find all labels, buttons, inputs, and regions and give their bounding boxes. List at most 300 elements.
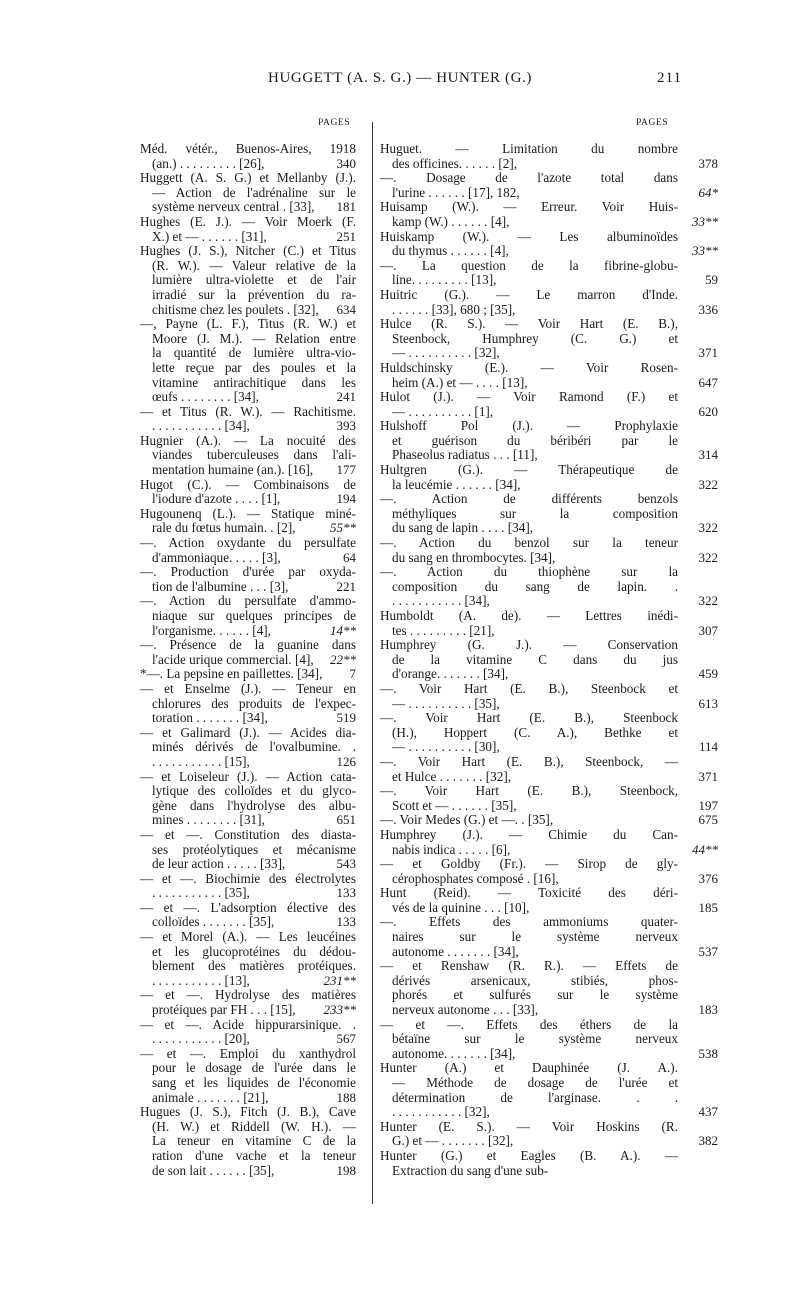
entry-line — [140, 901, 356, 916]
entry-text: —. Voir Hart (E. B.), Steenbock — [380, 710, 678, 726]
page-reference: 22** — [330, 651, 356, 667]
entry-text: —. Effets des ammoniums quater- — [380, 914, 678, 930]
entry-line — [140, 1164, 356, 1179]
index-entry — [380, 228, 718, 259]
index-entry — [380, 1016, 718, 1062]
page-reference: 371 — [698, 345, 718, 361]
entry-line — [140, 594, 356, 609]
entry-text: Hultgren (G.). — Thérapeutique de — [380, 462, 678, 478]
entry-text: du sang en thrombocytes. [34], — [392, 549, 556, 565]
entry-text: rale du fœtus humain. . [2], — [152, 520, 296, 536]
index-entry — [140, 536, 356, 565]
entry-line — [140, 667, 356, 682]
entry-line — [380, 155, 718, 172]
entry-line — [140, 784, 356, 799]
page-reference: 567 — [336, 1031, 356, 1047]
page-reference: 543 — [336, 856, 356, 872]
entry-line — [380, 622, 718, 639]
entry-line — [380, 463, 678, 478]
entry-line — [380, 536, 678, 551]
entry-line — [380, 447, 718, 463]
page-reference: 314 — [698, 447, 718, 463]
page-reference: 198 — [336, 1162, 356, 1178]
entry-text: phorés et sulfurés sur le système — [392, 987, 678, 1003]
right-column-heading: PAGES — [636, 118, 669, 128]
entry-line — [140, 171, 356, 186]
entry-line — [380, 230, 678, 245]
page-reference: 181 — [336, 199, 356, 215]
column-divider — [372, 122, 373, 1204]
entry-text: —. Dosage de l'azote total dans — [380, 170, 678, 186]
page-reference: 241 — [336, 389, 356, 405]
entry-line — [380, 609, 678, 624]
entry-text: niaque sur quelques principes de — [152, 608, 356, 623]
entry-text: (an.) . . . . . . . . . [26], — [152, 155, 265, 171]
entry-text: minés dérivés de l'ovalbumine. . — [152, 739, 356, 755]
entry-line — [380, 243, 718, 259]
index-entry — [140, 171, 356, 215]
entry-text: — et —. Hydrolyse des matières — [140, 987, 356, 1003]
index-entry — [140, 901, 356, 930]
index-entry — [380, 856, 718, 886]
entry-text: — et —. Biochimie des électrolytes — [140, 870, 356, 886]
entry-text: line. . . . . . . . . [13], — [392, 272, 497, 288]
entry-line — [380, 142, 678, 157]
entry-line — [140, 843, 356, 858]
entry-line — [380, 1149, 678, 1164]
entry-line — [380, 739, 718, 755]
entry-text: — et Enselme (J.). — Teneur en — [140, 680, 356, 696]
page-reference: 620 — [698, 403, 718, 419]
entry-line — [380, 666, 718, 682]
entry-line — [380, 828, 678, 843]
index-entry — [140, 244, 356, 317]
entry-text: *—. La pepsine en paillettes. [34], — [140, 666, 323, 682]
entry-line — [140, 157, 356, 172]
page-number: 211 — [657, 70, 682, 86]
entry-text: bétaïne sur le système nerveux — [392, 1031, 678, 1047]
entry-line — [140, 200, 356, 215]
page-reference: 33** — [692, 213, 718, 229]
entry-text: —. Voir Hart (E. B.), Steenbock, — [380, 783, 678, 799]
entry-line — [380, 784, 678, 799]
entry-line — [140, 872, 356, 887]
entry-text: Moore (J. M.). — Relation entre — [152, 330, 356, 346]
entry-line — [140, 974, 356, 989]
entry-line — [380, 390, 678, 405]
entry-line — [140, 609, 356, 624]
entry-line — [380, 1061, 678, 1076]
entry-line — [140, 1032, 356, 1047]
entry-text: . . . . . . . . . . . [32], — [392, 1104, 490, 1120]
page-reference: 322 — [698, 593, 718, 609]
entry-line — [380, 345, 718, 361]
entry-line — [140, 740, 356, 755]
index-entry — [140, 142, 356, 171]
entry-text: la leucémie . . . . . . [34], — [392, 476, 521, 492]
entry-line — [380, 301, 718, 318]
entry-line — [380, 361, 678, 376]
entry-line — [140, 303, 356, 318]
index-entry — [140, 682, 356, 726]
entry-text: — et —. L'adsorption élective des — [140, 899, 356, 915]
entry-line — [140, 521, 356, 536]
entry-line — [140, 376, 356, 391]
index-entry — [380, 286, 718, 317]
entry-line — [140, 259, 356, 274]
index-entry — [380, 608, 718, 638]
entry-text: d'orange. . . . . . . [34], — [392, 666, 509, 682]
left-column — [140, 142, 356, 1178]
page-reference: 376 — [698, 870, 718, 886]
entry-line — [380, 870, 718, 887]
entry-text: animale . . . . . . . [21], — [152, 1089, 269, 1105]
entry-line — [140, 813, 356, 828]
index-entry — [380, 462, 718, 492]
entry-line — [380, 549, 718, 566]
entry-text: . . . . . . . . . . . [34], — [152, 418, 250, 434]
page-reference: 519 — [336, 710, 356, 726]
entry-text: autonome . . . . . . . [34], — [392, 943, 519, 959]
index-entry — [380, 1060, 718, 1120]
entry-line — [140, 653, 356, 668]
page-reference: 133 — [336, 885, 356, 901]
entry-line — [140, 565, 356, 580]
entry-text: —. Voir Hart (E. B.), Steenbock et — [380, 680, 678, 696]
entry-line — [140, 492, 356, 507]
entry-text: Huisamp (W.). — Erreur. Voir Huis- — [380, 199, 678, 215]
index-entry — [380, 680, 718, 711]
entry-line — [140, 273, 356, 288]
index-entry — [140, 317, 356, 405]
entry-line — [380, 988, 678, 1003]
entry-line — [380, 638, 678, 653]
entry-line — [380, 332, 678, 347]
entry-line — [380, 711, 678, 726]
entry-text: chitisme chez les poulets . [32], — [152, 301, 319, 317]
entry-text: . . . . . . . . . . . [20], — [152, 1031, 250, 1047]
entry-line — [140, 770, 356, 785]
entry-line — [380, 1032, 678, 1047]
page-reference: 322 — [698, 549, 718, 565]
entry-line — [380, 726, 678, 741]
page-reference: 393 — [336, 418, 356, 434]
page-reference: 459 — [698, 666, 718, 682]
entry-line — [380, 565, 678, 580]
entry-text: Hunter (A.) et Dauphinée (J. A.). — [380, 1060, 678, 1076]
entry-text: Steenbock, Humphrey (C. G.) et — [392, 330, 678, 346]
entry-line — [140, 186, 356, 201]
entry-text: — et —. Effets des éthers de la — [380, 1016, 678, 1032]
index-entry — [140, 872, 356, 901]
page-reference: 613 — [698, 695, 718, 711]
entry-text: système nerveux central . [33], — [152, 199, 315, 215]
index-entry — [140, 930, 356, 988]
entry-text: Humphrey (J.). — Chimie du Can- — [380, 826, 678, 842]
entry-text: l'organisme. . . . . . [4], — [152, 622, 271, 638]
entry-line — [140, 288, 356, 303]
entry-line — [380, 434, 678, 449]
index-entry — [380, 914, 718, 959]
entry-line — [380, 1133, 718, 1149]
entry-line — [140, 317, 356, 332]
index-entry — [140, 667, 356, 682]
entry-line — [140, 1149, 356, 1164]
entry-text: — et —. Constitution des diasta- — [140, 826, 356, 842]
entry-text: — Méthode de dosage de l'urée et — [392, 1075, 678, 1090]
entry-text: viandes tuberculeuses dans l'ali- — [152, 447, 356, 463]
entry-line — [140, 1076, 356, 1091]
entry-text: —. Présence de la guanine dans — [140, 637, 356, 653]
entry-line — [140, 959, 356, 974]
entry-text: dérivés arsenicaux, stibiés, phos- — [392, 972, 678, 988]
entry-line — [380, 812, 718, 828]
entry-line — [140, 215, 356, 230]
entry-text: Huggett (A. S. G.) et Mellanby (J.). — [140, 170, 356, 186]
entry-text: chlorures des produits de l'expec- — [152, 695, 356, 711]
entry-line — [380, 943, 718, 960]
index-entry — [380, 316, 718, 361]
entry-text: vés de la quinine . . . [10], — [392, 899, 530, 915]
entry-text: Huitric (G.). — Le marron d'Inde. — [380, 286, 678, 302]
page-reference: 634 — [336, 301, 356, 317]
entry-line — [140, 419, 356, 434]
entry-text: — . . . . . . . . . . [1], — [392, 403, 494, 419]
entry-text: . . . . . . . . . . . [13], — [152, 972, 250, 988]
entry-text: Phaseolus radiatus . . . [11], — [392, 447, 538, 463]
entry-line — [380, 580, 678, 595]
entry-line — [140, 1018, 356, 1033]
entry-text: heim (A.) et — . . . . [13], — [392, 374, 528, 390]
index-entry — [380, 535, 718, 565]
index-entry — [140, 1018, 356, 1047]
entry-line — [140, 1061, 356, 1076]
entry-line — [140, 1105, 356, 1120]
entry-text: La teneur en vitamine C de la — [152, 1133, 356, 1149]
index-entry — [380, 564, 718, 609]
page-reference: 197 — [698, 797, 718, 813]
entry-text: Hunter (E. S.). — Voir Hoskins (R. — [380, 1118, 678, 1134]
index-entry — [140, 565, 356, 594]
entry-text: —. Production d'urée par oxyda- — [140, 564, 356, 580]
entry-text: (H. W.) et Riddell (W. H.). — — [152, 1118, 356, 1134]
index-entry — [380, 418, 718, 463]
entry-text: — et Galimard (J.). — Acides dia- — [140, 724, 356, 740]
entry-line — [140, 332, 356, 347]
entry-text: Hulshoff Pol (J.). — Prophylaxie — [380, 418, 678, 434]
page-reference: 231** — [323, 972, 356, 988]
entry-text: l'iodure d'azote . . . . [1], — [152, 491, 281, 507]
entry-line — [380, 1002, 718, 1018]
entry-text: Hughes (J. S.), Nitcher (C.) et Titus — [140, 243, 356, 259]
entry-line — [380, 959, 678, 974]
page-reference: 194 — [336, 491, 356, 507]
entry-line — [140, 536, 356, 551]
index-entry — [380, 783, 718, 813]
entry-text: protéiques par FH . . . [15], — [152, 1002, 296, 1018]
entry-line — [380, 317, 678, 332]
entry-line — [380, 1104, 718, 1120]
page-reference: 382 — [698, 1133, 718, 1149]
page-reference: 322 — [698, 476, 718, 492]
page-reference: 221 — [336, 578, 356, 594]
entry-text: d'ammoniaque. . . . . [3], — [152, 549, 281, 565]
entry-text: de la vitamine C dans du jus — [392, 651, 678, 667]
entry-text: —. Voir Medes (G.) et —. . [35], — [380, 812, 554, 828]
entry-text: . . . . . . . . . . . [15], — [152, 753, 250, 769]
entry-line — [140, 930, 356, 945]
running-head — [0, 70, 800, 94]
entry-line — [140, 857, 356, 872]
entry-text: cérophosphates composé . [16], — [392, 870, 559, 886]
entry-text: blement des matières protéiques. — [152, 958, 356, 974]
entry-text: œufs . . . . . . . . [34], — [152, 389, 259, 405]
entry-line — [140, 244, 356, 259]
page-reference: 675 — [698, 812, 718, 828]
entry-line — [380, 288, 678, 303]
entry-line — [140, 988, 356, 1003]
entry-text: Humphrey (G. J.). — Conservation — [380, 637, 678, 653]
entry-line — [140, 726, 356, 741]
entry-line — [140, 682, 356, 697]
entry-text: de son lait . . . . . . [35], — [152, 1162, 275, 1178]
entry-line — [380, 184, 718, 201]
entry-line — [380, 886, 678, 901]
entry-text: kamp (W.) . . . . . . [4], — [392, 213, 510, 229]
entry-line — [380, 1076, 678, 1091]
entry-text: Hugnier (A.). — La nocuité des — [140, 432, 356, 448]
entry-line — [140, 638, 356, 653]
entry-text: nabis indica . . . . . [6], — [392, 841, 511, 857]
entry-text: — et Goldby (Fr.). — Sirop de gly- — [380, 856, 678, 872]
entry-line — [140, 463, 356, 478]
index-entry — [140, 434, 356, 478]
entry-line — [380, 755, 678, 770]
page-reference: 64 — [343, 549, 356, 565]
left-column-heading: PAGES — [318, 118, 351, 128]
entry-text: — . . . . . . . . . . [35], — [392, 695, 500, 711]
page-reference: 7 — [349, 666, 356, 682]
entry-line — [140, 434, 356, 449]
entry-line — [380, 419, 678, 434]
entry-text: irradié sur la prévention du ra- — [152, 286, 356, 302]
entry-line — [380, 695, 718, 712]
entry-line — [140, 448, 356, 463]
index-entry — [380, 826, 718, 857]
page-reference: 44** — [692, 841, 718, 857]
page-reference: 55** — [330, 520, 356, 536]
entry-line — [380, 403, 718, 420]
entry-line — [380, 1091, 678, 1106]
page-reference: 185 — [698, 899, 718, 915]
page-reference: 647 — [698, 374, 718, 390]
page-reference: 340 — [336, 155, 356, 171]
entry-text: tes . . . . . . . . . [21], — [392, 622, 495, 638]
entry-line — [380, 930, 678, 945]
entry-line — [380, 200, 678, 215]
index-entry — [380, 637, 718, 682]
index-entry — [380, 958, 718, 1018]
entry-line — [140, 1003, 356, 1018]
entry-line — [380, 476, 718, 493]
index-entry — [380, 1149, 678, 1178]
entry-text: et guérison du béribéri par le — [392, 432, 678, 448]
entry-line — [380, 259, 678, 274]
entry-text: G.) et — . . . . . . . [32], — [392, 1133, 514, 1149]
index-entry — [140, 828, 356, 872]
index-entry — [380, 812, 718, 828]
entry-text: l'urine . . . . . . [17], 182, — [392, 184, 520, 200]
entry-line — [380, 841, 718, 858]
index-entry — [380, 199, 718, 229]
entry-line — [380, 507, 678, 522]
entry-text: et les glucoprotéines du dédou- — [152, 943, 356, 959]
entry-line — [380, 1045, 718, 1062]
entry-text: — et Morel (A.). — Les leucéines — [140, 929, 356, 945]
entry-text: Huguet. — Limitation du nombre — [380, 141, 678, 156]
entry-line — [140, 1120, 356, 1135]
entry-text: ration d'une vache et la teneur — [152, 1147, 356, 1163]
entry-line — [380, 1120, 678, 1135]
entry-text: naires sur le système nerveux — [392, 929, 678, 945]
entry-line — [380, 520, 718, 536]
entry-text: lumière ultra-violette et de l'air — [152, 272, 356, 288]
entry-line — [380, 682, 678, 697]
page-reference: 437 — [698, 1104, 718, 1120]
index-entry — [140, 726, 356, 770]
right-column — [380, 141, 718, 1178]
entry-text: Huiskamp (W.). — Les albuminoïdes — [380, 228, 678, 244]
entry-line — [140, 346, 356, 361]
entry-line — [140, 230, 356, 245]
index-entry — [380, 389, 718, 419]
entry-line — [380, 915, 678, 930]
entry-text: du thymus . . . . . . [4], — [392, 243, 509, 259]
page-reference: 177 — [336, 462, 356, 478]
entry-text: —. La question de la fibrine-globu- — [380, 257, 678, 273]
entry-text: — Action de l'adrénaline sur le — [152, 184, 356, 200]
entry-text: Hunt (Reid). — Toxicité des déri- — [380, 885, 678, 901]
page-reference: 133 — [336, 914, 356, 930]
entry-text: de leur action . . . . . [33], — [152, 856, 286, 872]
entry-text: Scott et — . . . . . . [35], — [392, 797, 517, 813]
entry-line — [140, 507, 356, 522]
entry-line — [140, 915, 356, 930]
page-reference: 537 — [698, 943, 718, 959]
entry-text: — et —. Emploi du xanthydrol — [140, 1045, 356, 1061]
entry-text: . . . . . . . . . . . [35], — [152, 885, 250, 901]
entry-line — [380, 593, 718, 609]
entry-line — [380, 374, 718, 391]
entry-text: sang et les liquides de l'économie — [152, 1075, 356, 1090]
page-reference: 59 — [705, 272, 718, 288]
entry-text: colloïdes . . . . . . . [35], — [152, 914, 275, 930]
entry-line — [140, 361, 356, 376]
entry-line — [140, 624, 356, 639]
entry-text: —, Payne (L. F.), Titus (R. W.) et — [140, 316, 356, 332]
page-reference: 322 — [698, 520, 718, 536]
page-reference: 538 — [698, 1045, 718, 1061]
entry-text: nerveux autonome . . . [33], — [392, 1002, 539, 1018]
entry-line — [380, 768, 718, 785]
entry-line — [140, 478, 356, 493]
entry-text: (H.), Hoppert (C. A.), Bethke et — [392, 724, 678, 740]
entry-line — [140, 755, 356, 770]
entry-text: — et Renshaw (R. R.). — Effets de — [380, 958, 678, 974]
page-reference: 126 — [336, 753, 356, 769]
entry-text: . . . . . . . . . . . [34], — [392, 593, 490, 609]
entry-text: et Hulce . . . . . . . [32], — [392, 768, 512, 784]
